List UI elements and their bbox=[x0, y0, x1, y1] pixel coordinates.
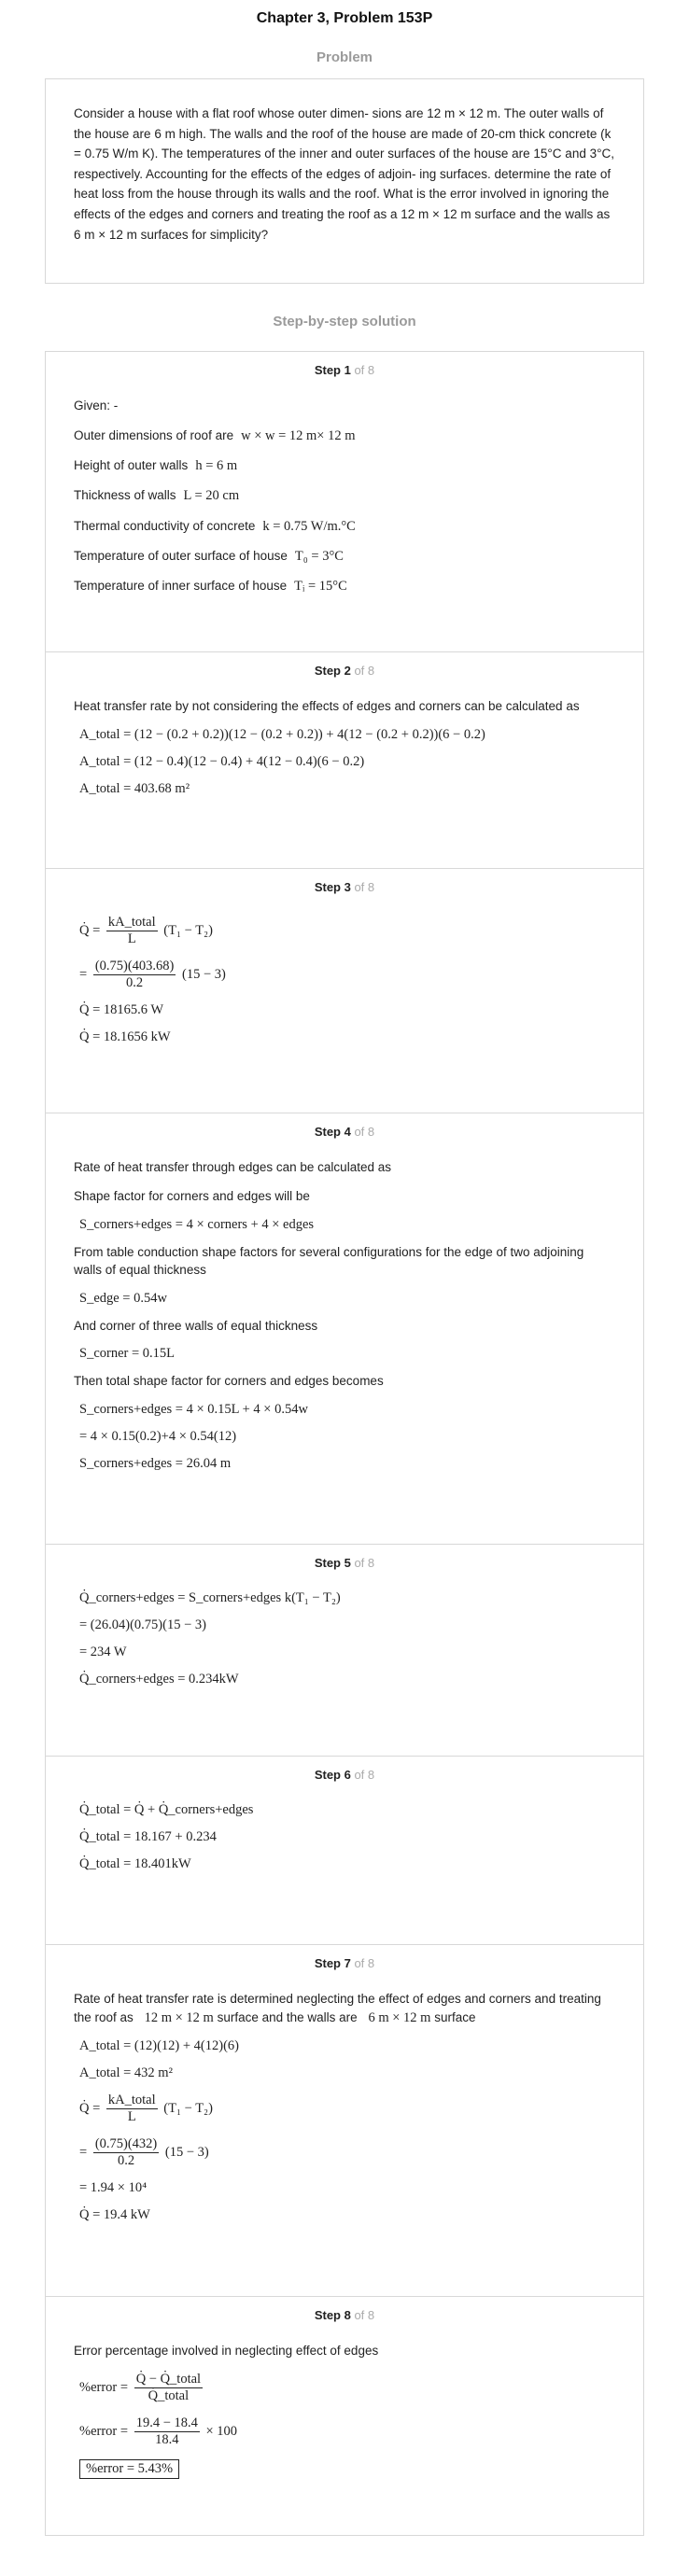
step-header bbox=[74, 1125, 615, 1139]
given-wall-height: Height of outer walls h = 6 m bbox=[74, 458, 238, 474]
step-of: of bbox=[350, 1556, 368, 1570]
step-header bbox=[74, 363, 615, 377]
step-4 bbox=[45, 1113, 644, 1545]
equation: S_corners+edges = 4 × corners + 4 × edges bbox=[79, 1216, 315, 1232]
step-text: Shape factor for corners and edges will be bbox=[74, 1188, 310, 1203]
step-text: Rate of heat transfer rate is determined neglecting the effect of edges and corners and treating the roof as 12 m × 12 m surface and the walls are 6 m × 12 m surface bbox=[74, 1992, 601, 2025]
given-conductivity: Thermal conductivity of concrete k = 0.75 W/m.°C bbox=[74, 518, 356, 534]
step-total: 8 bbox=[367, 1125, 375, 1139]
given-outer-temperature: Temperature of outer surface of house T₀ = 3°C bbox=[74, 549, 344, 565]
fraction: $\frac{(0.75)(432)}{0.2}$ bbox=[94, 2136, 158, 2169]
step-label: Step 7 bbox=[314, 1956, 351, 1970]
step-6 bbox=[45, 1757, 644, 1945]
equation: Q̇ = $\frac{\text{kA\_total}}{L}$ (T₁ − T₂) bbox=[79, 915, 213, 946]
equation: Q̇ = 18.1656 kW bbox=[79, 1029, 171, 1044]
step-header bbox=[74, 1956, 615, 1970]
step-of: of bbox=[350, 1768, 368, 1782]
equation: = 4 × 0.15(0.2)+4 × 0.54(12) bbox=[79, 1429, 237, 1445]
equation: S_edge = 0.54w bbox=[79, 1290, 167, 1306]
step-text: And corner of three walls of equal thickness bbox=[74, 1318, 318, 1333]
step-header bbox=[74, 2308, 615, 2322]
step-label: Step 1 bbox=[314, 363, 351, 377]
equation: Q̇_total = 18.401kW bbox=[79, 1856, 191, 1871]
solution-steps bbox=[45, 351, 644, 2536]
equation: %error = $\frac{\text{Q̇ − Q̇\_total}}{\text{Q̇\_total}}$ bbox=[79, 2371, 202, 2403]
step-total: 8 bbox=[367, 363, 375, 377]
step-text: From table conduction shape factors for several configurations for the edge of two adjoining walls of equal thickness bbox=[74, 1244, 584, 1277]
equation: = $\frac{(0.75)(403.68)}{0.2}$ (15 − 3) bbox=[79, 959, 226, 990]
page-title: Chapter 3, Problem 153P bbox=[256, 10, 433, 26]
fraction: $\frac{\text{kA\_total}}{L}$ bbox=[107, 915, 156, 946]
given-label: Given: - bbox=[74, 399, 119, 413]
final-answer: %error = 5.43% bbox=[79, 2459, 615, 2479]
equation: %error = $\frac{19.4 - 18.4}{18.4}$ × 100 bbox=[79, 2415, 238, 2447]
step-total: 8 bbox=[367, 1768, 375, 1782]
step-3 bbox=[45, 869, 644, 1113]
fraction: $\frac{19.4 - 18.4}{18.4}$ bbox=[135, 2415, 198, 2447]
problem-text: Consider a house with a flat roof whose outer dimen- sions are 12 m × 12 m. The outer walls of the house are 6 m high. The walls and the roof of the house are made of 20-cm thick concrete (k = 0.75 W/m K). The temperatures of the inner and outer surfaces of the house are 15°C and 3°C, respectively. Accounting for the effects of the edges of adjoin- ing surfaces. determine the rate of heat loss from the house through its walls and the roof. What is the error involved in ignoring the effects of the edges and corners and treating the roof as a 12 m × 12 m surface and the walls as 6 m × 12 m surfaces for simplicity? bbox=[74, 106, 614, 242]
equation: A_total = (12 − (0.2 + 0.2))(12 − (0.2 + 0.2)) + 4(12 − (0.2 + 0.2))(6 − 0.2) bbox=[79, 726, 485, 742]
step-text: Rate of heat transfer through edges can be calculated as bbox=[74, 1160, 391, 1174]
fraction: $\frac{\text{kA\_total}}{L}$ bbox=[107, 2093, 156, 2125]
equation: A_total = 403.68 m² bbox=[79, 780, 190, 796]
step-total: 8 bbox=[367, 1956, 375, 1970]
step-label: Step 8 bbox=[314, 2308, 351, 2322]
equation: = 1.94 × 10⁴ bbox=[79, 2180, 148, 2196]
step-1 bbox=[45, 352, 644, 652]
step-label: Step 2 bbox=[314, 664, 351, 678]
step-total: 8 bbox=[367, 664, 375, 678]
step-of: of bbox=[350, 1125, 368, 1139]
step-label: Step 4 bbox=[314, 1125, 351, 1139]
step-total: 8 bbox=[367, 880, 375, 894]
step-of: of bbox=[350, 2308, 368, 2322]
step-total: 8 bbox=[367, 2308, 375, 2322]
step-header bbox=[74, 664, 615, 678]
step-total: 8 bbox=[367, 1556, 375, 1570]
fraction: $\frac{\text{Q̇ − Q̇\_total}}{\text{Q̇\_total}}$ bbox=[135, 2371, 202, 2403]
step-label: Step 5 bbox=[314, 1556, 351, 1570]
step-7 bbox=[45, 1945, 644, 2297]
equation: Q̇_total = Q̇ + Q̇_corners+edges bbox=[79, 1802, 254, 1817]
step-label: Step 6 bbox=[314, 1768, 351, 1782]
equation: S_corners+edges = 4 × 0.15L + 4 × 0.54w bbox=[79, 1402, 308, 1418]
given-wall-thickness: Thickness of walls L = 20 cm bbox=[74, 488, 240, 504]
equation: = $\frac{(0.75)(432)}{0.2}$ (15 − 3) bbox=[79, 2136, 209, 2169]
equation: A_total = (12 − 0.4)(12 − 0.4) + 4(12 − 0.4)(6 − 0.2) bbox=[79, 753, 365, 769]
step-label: Step 3 bbox=[314, 880, 351, 894]
step-of: of bbox=[350, 363, 368, 377]
step-text: Heat transfer rate by not considering the effects of edges and corners can be calculated as bbox=[74, 699, 580, 713]
step-of: of bbox=[350, 664, 368, 678]
fraction: $\frac{(0.75)(403.68)}{0.2}$ bbox=[94, 959, 175, 990]
equation: = 234 W bbox=[79, 1645, 127, 1659]
step-text: Error percentage involved in neglecting effect of edges bbox=[74, 2344, 379, 2358]
equation: Q̇_corners+edges = 0.234kW bbox=[79, 1672, 239, 1687]
step-text: Then total shape factor for corners and edges becomes bbox=[74, 1374, 384, 1389]
step-2 bbox=[45, 652, 644, 869]
step-5 bbox=[45, 1545, 644, 1757]
step-header bbox=[74, 1556, 615, 1570]
step-of: of bbox=[350, 880, 368, 894]
given-roof-dimensions: Outer dimensions of roof are w × w = 12 m× 12 m bbox=[74, 427, 356, 443]
equation: S_corners+edges = 26.04 m bbox=[79, 1456, 232, 1472]
step-of: of bbox=[350, 1956, 368, 1970]
equation: A_total = 432 m² bbox=[79, 2065, 173, 2081]
problem-statement bbox=[45, 78, 644, 284]
equation: S_corner = 0.15L bbox=[79, 1346, 176, 1362]
equation: Q̇_corners+edges = S_corners+edges k(T₁ − T₂) bbox=[79, 1590, 341, 1605]
equation: Q̇ = $\frac{\text{kA\_total}}{L}$ (T₁ − T₂) bbox=[79, 2093, 213, 2125]
equation: Q̇ = 19.4 kW bbox=[79, 2207, 150, 2223]
step-8 bbox=[45, 2297, 644, 2536]
given-inner-temperature: Temperature of inner surface of house Tᵢ = 15°C bbox=[74, 579, 347, 595]
step-header bbox=[74, 880, 615, 894]
equation: Q̇ = 18165.6 W bbox=[79, 1002, 164, 1017]
equation: = (26.04)(0.75)(15 − 3) bbox=[79, 1617, 206, 1632]
problem-heading: Problem bbox=[316, 49, 373, 65]
step-header bbox=[74, 1768, 615, 1782]
equation: A_total = (12)(12) + 4(12)(6) bbox=[79, 2038, 239, 2054]
solution-heading: Step-by-step solution bbox=[273, 314, 416, 329]
equation: Q̇_total = 18.167 + 0.234 bbox=[79, 1829, 217, 1844]
